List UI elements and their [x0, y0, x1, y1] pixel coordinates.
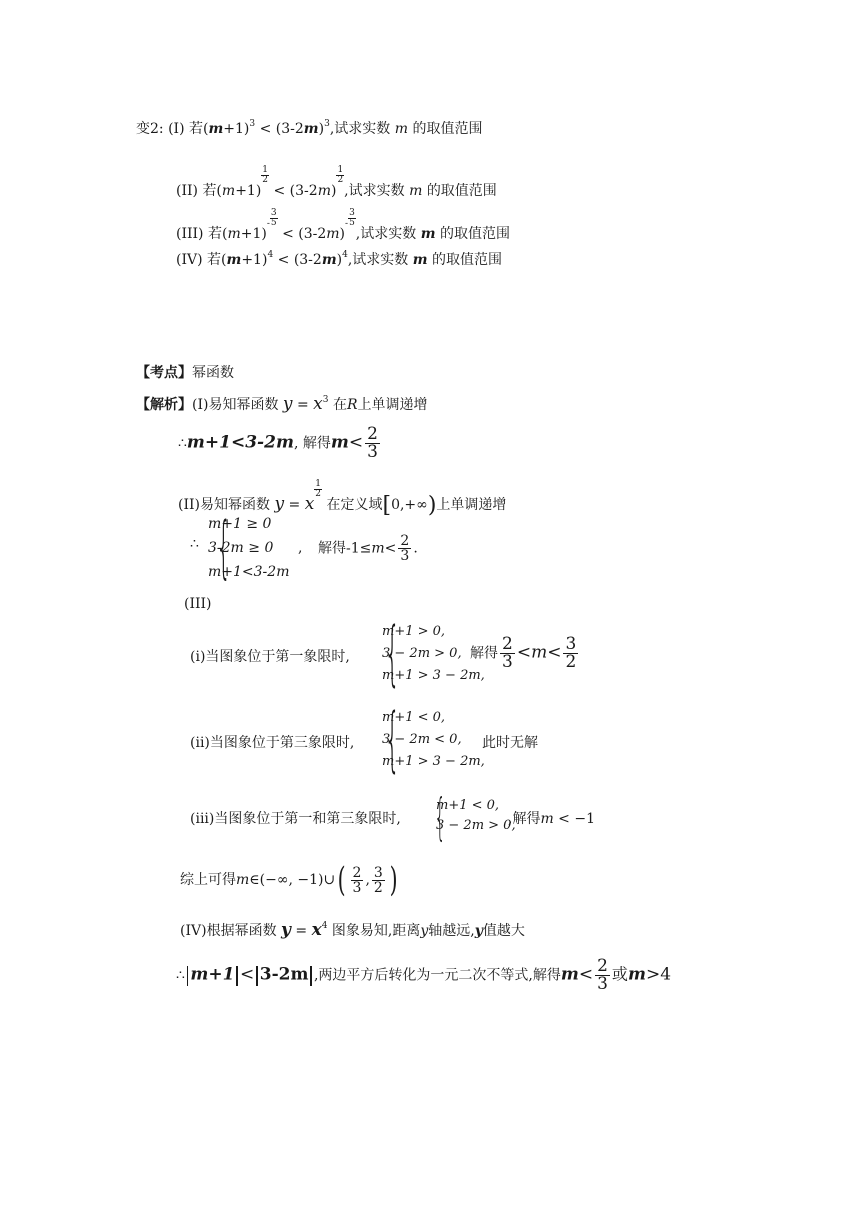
variant-q1: 变2: (I) 若$(m+1)^3 < (3-2m)^3$,试求实数 m 的取值范围: [136, 119, 483, 137]
variant-label: 变2:: [136, 121, 164, 137]
jiexi-s1: 【解析】(I)易知幂函数 $y = x^3$ 在R上单调递增: [136, 394, 428, 414]
jiexi-s1-result: ∴m+1<3-2m, 解得m< $\frac{2}{3}$: [178, 424, 378, 462]
jiexi-s4-result: ∴ m+1 < 3-2m ,两边平方后转化为一元二次不等式,解得m< $\frac{2}{3}$ 或m>4: [176, 956, 672, 994]
jiexi-case-1: (i)当图象位于第一象限时, { m+1 > 0, 3 − 2m > 0, m+1 > 3 − 2m, 解得 $\frac{2}{3}$ <m< $\frac{3}{2}$: [190, 612, 577, 694]
jiexi-s3-tag: (III): [184, 596, 212, 612]
jiexi-s2-system: ∴ { m+1 ≥ 0 3-2m ≥ 0 m+1<3-2m , 解得-1≤m< $\frac{2}{3}$ .: [190, 508, 418, 587]
kaodian: 【考点】幂函数: [136, 365, 234, 381]
jiexi-case-3: (iii)当图象位于第一和第三象限时, { m+1 < 0, 3 − 2m > 0, ,解得m < −1: [190, 788, 596, 846]
jiexi-case-2: (ii)当图象位于第三象限时, { m+1 < 0, 3 − 2m < 0, m+1 > 3 − 2m, 此时无解: [190, 698, 538, 780]
jiexi-s2: (II)易知幂函数 y = x $\frac{1}{2}$ 在定义域[0,+∞)上单调递增: [178, 479, 507, 518]
jiexi-s4: (IV)根据幂函数 $y = x^4$ 图象易知,距离y轴越远,y值越大: [180, 920, 525, 940]
jiexi-summary: 综上可得m∈(−∞, −1)∪( $\frac{2}{3}$ , $\frac{3}{2}$ ): [180, 860, 398, 900]
variant-q3: (III) 若(m+1)- $\frac{3}{5}$ < (3-2m)- $\frac{3}{5}$ ,试求实数 m 的取值范围: [176, 208, 510, 242]
variant-q4: (IV) 若$(m+1)^4 < (3-2m)^4$,试求实数 m 的取值范围: [176, 250, 503, 268]
variant-q2: (II) 若(m+1) $\frac{1}{2}$ < (3-2m) $\frac{1}{2}$ ,试求实数 m 的取值范围: [176, 165, 497, 199]
